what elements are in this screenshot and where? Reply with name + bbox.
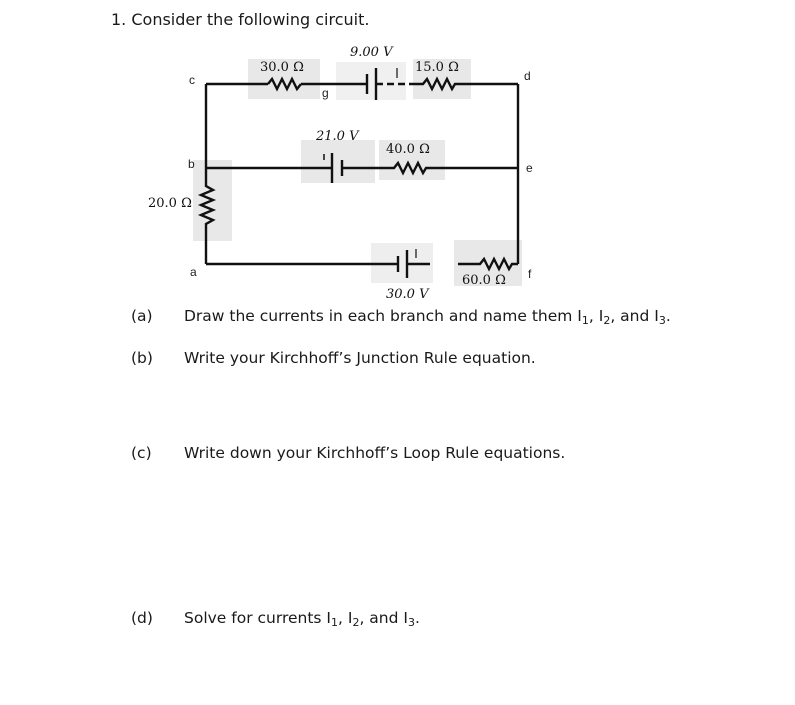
node-c: c [189, 73, 195, 87]
question-a-text: Draw the currents in each branch and name them I1, I2, and I3. [184, 307, 671, 327]
question-b-label: (b) [131, 349, 153, 367]
node-d: d [524, 69, 531, 83]
question-a-label: (a) [131, 307, 153, 325]
question-c-text: Write down your Kirchhoff’s Loop Rule equations. [184, 444, 566, 462]
label-resistor-20: 20.0 Ω [148, 196, 192, 211]
node-f: f [528, 267, 532, 281]
question-d-text: Solve for currents I1, I2, and I3. [184, 609, 420, 629]
label-patch [336, 62, 406, 100]
node-e: e [526, 161, 533, 175]
label-resistor-30: 30.0 Ω [260, 60, 304, 75]
label-battery-9: 9.00 V [350, 45, 393, 60]
label-patch [301, 140, 375, 183]
label-resistor-60: 60.0 Ω [462, 273, 506, 288]
node-g: g [322, 86, 329, 100]
question-d-label: (d) [131, 609, 153, 627]
label-resistor-40: 40.0 Ω [386, 142, 430, 157]
question-c-label: (c) [131, 444, 152, 462]
label-battery-30: 30.0 V [386, 287, 429, 302]
label-resistor-15: 15.0 Ω [415, 60, 459, 75]
problem-title: 1. Consider the following circuit. [111, 10, 370, 29]
question-b-text: Write your Kirchhoff’s Junction Rule equation. [184, 349, 536, 367]
label-battery-21: 21.0 V [316, 129, 359, 144]
node-b: b [188, 157, 195, 171]
node-a: a [190, 265, 197, 279]
